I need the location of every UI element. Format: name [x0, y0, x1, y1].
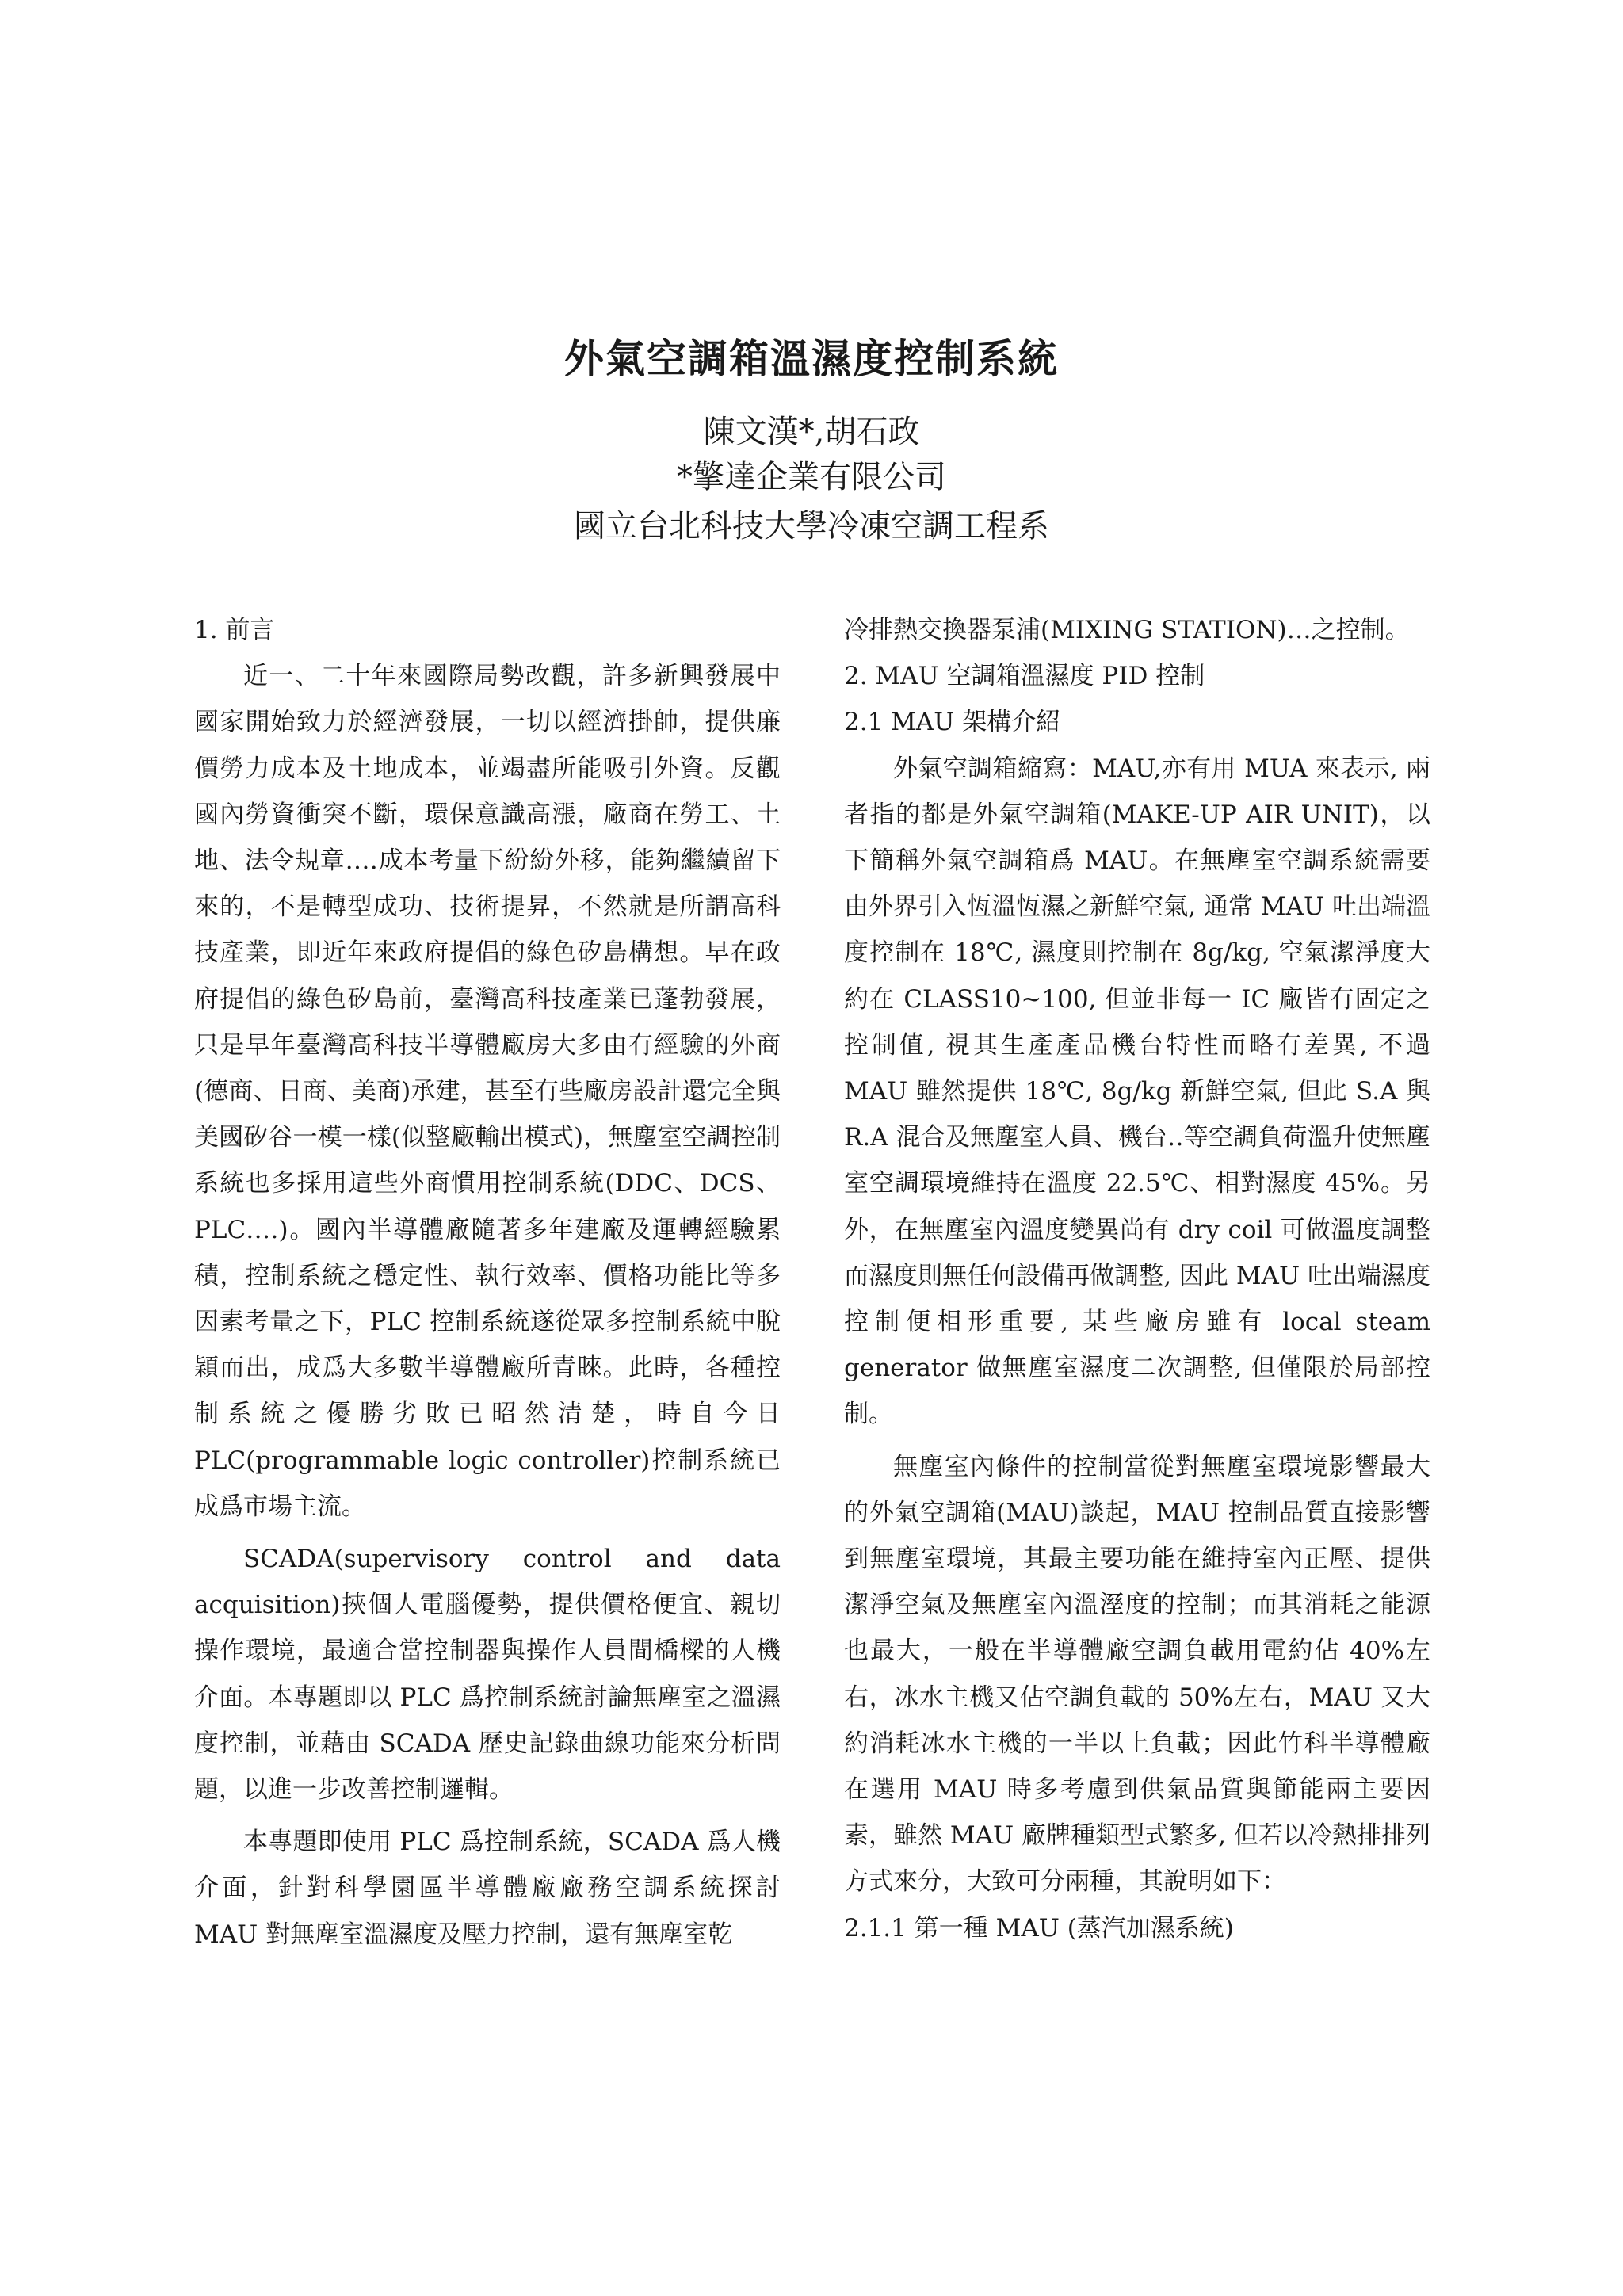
- paragraph-introduction: 近一、二十年來國際局勢改觀，許多新興發展中國家開始致力於經濟發展，一切以經濟掛帥，提供廉價勞力成本及土地成本，並竭盡所能吸引外資。反觀國內勞資衝突不斷，環保意識高漲，廠商在勞工、土地、法令規章‥‥成本考量下紛紛外移，能夠繼續留下來的，不是轉型成功、技術提昇，不然就是所謂高科技產業，即近年來政府提倡的綠色矽島構想。早在政府提倡的綠色矽島前，臺灣高科技產業已蓬勃發展，只是早年臺灣高科技半導體廠房大多由有經驗的外商(德商、日商、美商)承建，甚至有些廠房設計還完全與美國矽谷一模一樣(似整廠輸出模式)，無塵室空調控制系統也多採用這些外商慣用控制系統(DDC、DCS、PLC‥‥)。國內半導體廠隨著多年建廠及運轉經驗累積，控制系統之穩定性、執行效率、價格功能比等多因素考量之下，PLC 控制系統遂從眾多控制系統中脫穎而出，成爲大多數半導體廠所青睞。此時，各種控制系統之優勝劣敗已昭然清楚，時自今日 PLC(programmable logic controller)控制系統已成爲市場主流。: [194, 662, 781, 1521]
- paragraph-mau-overview: 外氣空調箱縮寫：MAU,亦有用 MUA 來表示, 兩者指的都是外氣空調箱(MAKE-UP AIR UNIT)，以下簡稱外氣空調箱爲 MAU。在無塵室空調系統需要由外界引入恆溫恆濕之新鮮空氣, 通常 MAU 吐出端溫度控制在 18℃, 濕度則控制在 8g/kg, 空氣潔淨度大約在 CLASS10~100, 但並非每一 IC 廠皆有固定之控制值, 視其生產產品機台特性而略有差異, 不過 MAU 雖然提供 18℃, 8g/kg 新鮮空氣, 但此 S.A 與 R.A 混合及無塵室人員、機台‥等空調負荷溫升使無塵室空調環境維持在溫度 22.5℃、相對濕度 45%。另外，在無塵室內溫度變異尚有 dry coil 可做溫度調整而濕度則無任何設備再做調整, 因此 MAU 吐出端濕度控制便相形重要, 某些廠房雖有 local steam generator 做無塵室濕度二次調整, 但僅限於局部控制。: [844, 754, 1430, 1429]
- paper-title: 外氣空調箱溫濕度控制系統: [564, 335, 1059, 382]
- paper-authors: 陳文漢*,胡石政: [703, 414, 920, 450]
- right-column: [844, 607, 1430, 1951]
- paragraph-cleanroom-control: 無塵室內條件的控制當從對無塵室環境影響最大的外氣空調箱(MAU)談起，MAU 控制品質直接影響到無塵室環境，其最主要功能在維持室內正壓、提供潔淨空氣及無塵室內溫溼度的控制；而其消耗之能源也最大，一般在半導體廠空調負載用電約佔 40%左右，冰水主機又佔空調負載的 50%左右，MAU 又大約消耗冰水主機的一半以上負載；因此竹科半導體廠在選用 MAU 時多考慮到供氣品質與節能兩主要因素，雖然 MAU 廠牌種類型式繁多, 但若以冷熱排排列方式來分，大致可分兩種，其說明如下：: [844, 1452, 1430, 1897]
- paragraph-scada: SCADA(supervisory control and data acquisition)挾個人電腦優勢，提供價格便宜、親切操作環境，最適合當控制器與操作人員間橋樑的人機介面。本專題即以 PLC 爲控制系統討論無塵室之溫濕度控制，並藉由 SCADA 歷史記錄曲線功能來分析問題，以進一步改善控制邏輯。: [194, 1545, 781, 1805]
- section-1-heading: 1. 前言: [194, 616, 275, 644]
- affiliation-university: 國立台北科技大學冷凍空調工程系: [574, 508, 1049, 544]
- affiliation-company: *擎達企業有限公司: [677, 459, 946, 495]
- section-2-1-1-heading: 2.1.1 第一種 MAU (蒸汽加濕系統): [844, 1913, 1234, 1943]
- section-2-heading: 2. MAU 空調箱溫濕度 PID 控制: [844, 662, 1205, 691]
- paragraph-project-scope: 本專題即使用 PLC 爲控制系統，SCADA 爲人機介面，針對科學園區半導體廠廠務空調系統探討 MAU 對無塵室溫濕度及壓力控制，還有無塵室乾: [194, 1828, 781, 1949]
- paragraph-continuation: 冷排熱交換器泵浦(MIXING STATION)…之控制。: [844, 616, 1410, 644]
- section-2-1-heading: 2.1 MAU 架構介紹: [844, 708, 1061, 737]
- left-column: [194, 607, 781, 1958]
